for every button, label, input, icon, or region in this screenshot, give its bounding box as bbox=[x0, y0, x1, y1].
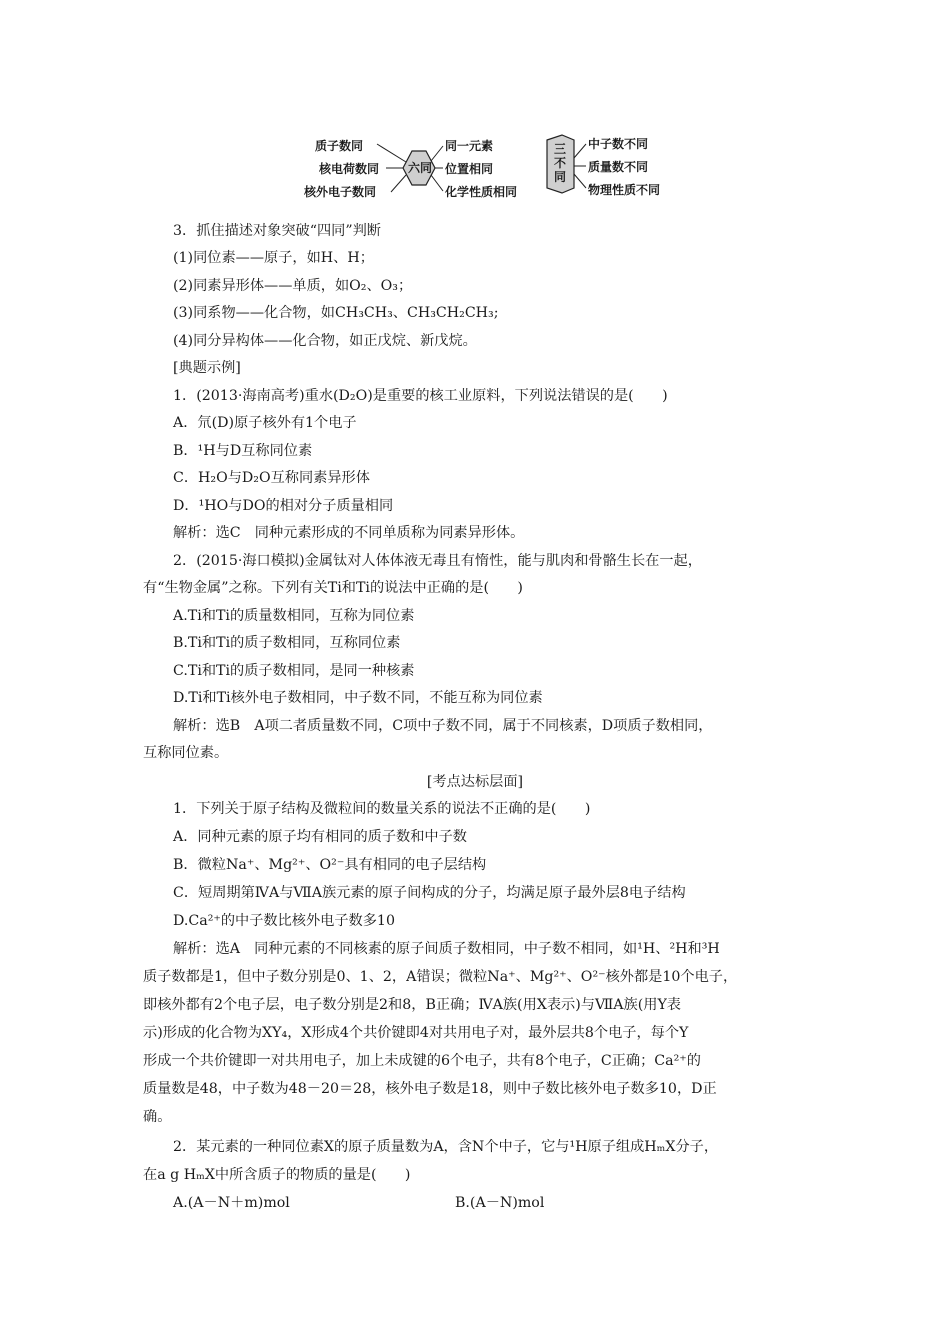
group2-item-1: 中子数不同 bbox=[588, 137, 649, 151]
hexagon-center-label: 六同 bbox=[408, 161, 433, 175]
q2-option-d: D.Ti和Ti核外电子数相同，中子数不同，不能互称为同位素 bbox=[173, 690, 543, 706]
practice-question-2-line-1: 2．某元素的一种同位素X的原子质量数为A，含N个中子，它与¹H原子组成HₘX分子， bbox=[173, 1139, 719, 1155]
item-isotope: (1)同位素——原子，如H、H； bbox=[173, 250, 374, 266]
q2-analysis-line-1: 解析：选B A项二者质量数不同，C项中子数不同，属于不同核素，D项质子数相同， bbox=[173, 718, 713, 734]
q1-analysis: 解析：选C 同种元素形成的不同单质称为同素异形体。 bbox=[173, 525, 525, 541]
pq1-option-b: B．微粒Na⁺、Mg²⁺、O²⁻具有相同的电子层结构 bbox=[173, 857, 487, 873]
q1-option-b: B．¹H与D互称同位素 bbox=[173, 443, 313, 459]
left-item-1: 质子数同 bbox=[315, 139, 364, 153]
q1-option-c: C．H₂O与D₂O互称同素异形体 bbox=[173, 470, 370, 486]
six-same-three-different-diagram bbox=[300, 134, 680, 206]
q1-option-d: D．¹HO与DO的相对分子质量相同 bbox=[173, 498, 394, 514]
section-title-assessment: [考点达标层面] bbox=[426, 774, 524, 790]
q2-option-c: C.Ti和Ti的质子数相同，是同一种核素 bbox=[173, 663, 415, 679]
right-item-2: 位置相同 bbox=[445, 162, 494, 176]
examples-heading: [典题示例] bbox=[173, 360, 241, 376]
pq2-option-b: B.(A－N)mol bbox=[455, 1195, 545, 1211]
question-2-line-2: 有“生物金属”之称。下列有关Ti和Ti的说法中正确的是( ) bbox=[143, 580, 523, 596]
pq1-option-c: C．短周期第ⅣA与ⅦA族元素的原子间构成的分子，均满足原子最外层8电子结构 bbox=[173, 885, 686, 901]
q2-analysis-line-2: 互称同位素。 bbox=[143, 745, 229, 761]
left-item-2: 核电荷数同 bbox=[319, 162, 380, 176]
pq1-analysis-line-3: 即核外都有2个电子层，电子数分别是2和8，B正确；ⅣA族(用X表示)与ⅦA族(用Y表 bbox=[143, 997, 681, 1013]
right-item-1: 同一元素 bbox=[445, 139, 494, 153]
q2-option-a: A.Ti和Ti的质量数相同，互称为同位素 bbox=[173, 608, 415, 624]
q2-option-b: B.Ti和Ti的质子数相同，互称同位素 bbox=[173, 635, 401, 651]
pq1-option-d: D.Ca²⁺的中子数比核外电子数多10 bbox=[173, 913, 395, 929]
item-isomer: (4)同分异构体——化合物，如正戊烷、新戊烷。 bbox=[173, 333, 477, 349]
item-homolog: (3)同系物——化合物，如CH₃CH₃、CH₃CH₂CH₃; bbox=[173, 305, 499, 321]
practice-question-1: 1．下列关于原子结构及微粒间的数量关系的说法不正确的是( ) bbox=[173, 801, 591, 817]
right-item-3: 化学性质相同 bbox=[445, 185, 518, 199]
section-3-heading: 3．抓住描述对象突破“四同”判断 bbox=[173, 223, 381, 239]
q1-option-a: A．氘(D)原子核外有1个电子 bbox=[173, 415, 357, 431]
pq1-option-a: A．同种元素的原子均有相同的质子数和中子数 bbox=[173, 829, 467, 845]
practice-question-2-line-2: 在a g HₘX中所含质子的物质的量是( ) bbox=[143, 1167, 411, 1183]
pq1-analysis-line-4: 示)形成的化合物为XY₄，X形成4个共价键即4对共用电子对，最外层共8个电子，每个Y bbox=[143, 1025, 689, 1041]
pq1-analysis-line-2: 质子数都是1，但中子数分别是0、1、2，A错误；微粒Na⁺、Mg²⁺、O²⁻核外都是10个电子， bbox=[143, 969, 738, 985]
pq2-option-a: A.(A－N＋m)mol bbox=[173, 1195, 290, 1211]
pq1-analysis-line-6: 质量数是48，中子数为48－20＝28，核外电子数是18，则中子数比核外电子数多10，D正 bbox=[143, 1081, 717, 1097]
group2-item-2: 质量数不同 bbox=[588, 160, 649, 174]
pq1-analysis-line-1: 解析：选A 同种元素的不同核素的原子间质子数相同，中子数不相同，如¹H、²H和³H bbox=[173, 941, 720, 957]
question-1: 1．(2013·海南高考)重水(D₂O)是重要的核工业原料，下列说法错误的是( ) bbox=[173, 388, 668, 404]
item-allotrope: (2)同素异形体——单质，如O₂、O₃； bbox=[173, 278, 413, 294]
pq1-analysis-line-7: 确。 bbox=[143, 1109, 172, 1125]
left-item-3: 核外电子数同 bbox=[304, 185, 377, 199]
three-different-box-label: 三不同 bbox=[554, 142, 567, 184]
group2-item-3: 物理性质不同 bbox=[588, 183, 661, 197]
question-2-line-1: 2．(2015·海口模拟)金属钛对人体体液无毒且有惰性，能与肌肉和骨骼生长在一起， bbox=[173, 553, 702, 569]
pq1-analysis-line-5: 形成一个共价键即一对共用电子，加上未成键的6个电子，共有8个电子，C正确；Ca²⁺的 bbox=[143, 1053, 701, 1069]
